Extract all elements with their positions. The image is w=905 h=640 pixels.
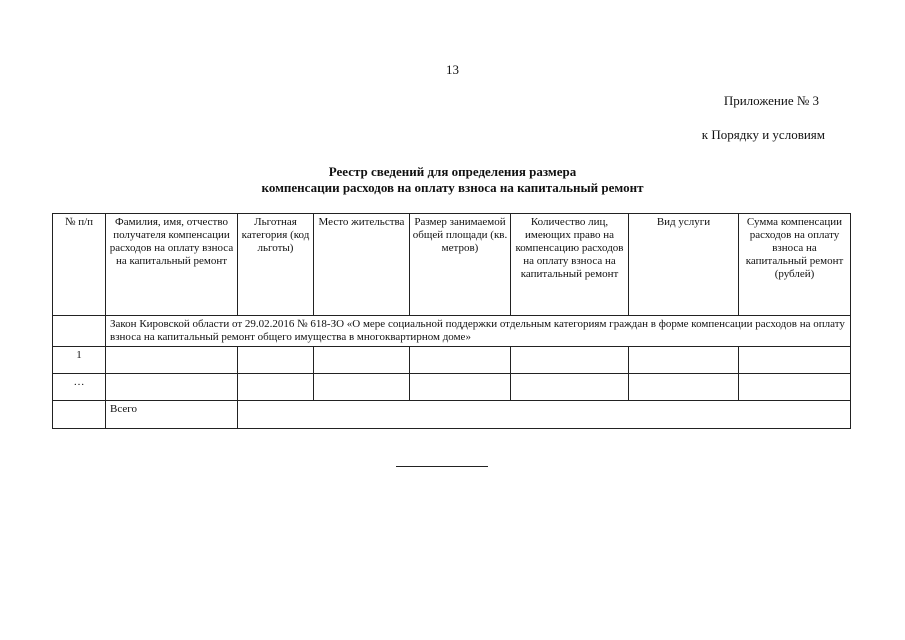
- table-row: [53, 374, 851, 401]
- table-cell: [739, 347, 851, 374]
- table-cell: [410, 374, 511, 401]
- table-cell: [53, 316, 106, 347]
- law-row: [53, 316, 851, 347]
- table-cell: [106, 374, 238, 401]
- header-full-name: Фамилия, имя, отчество получателя компенсации расходов на оплату взноса на капитальный ремонт: [106, 214, 238, 316]
- table-cell: [511, 347, 629, 374]
- registry-table: [52, 213, 851, 429]
- law-reference: Закон Кировской области от 29.02.2016 № 618-ЗО «О мере социальной поддержки отдельным категориям граждан в форме компенсации расходов на оплату взноса на капитальный ремонт общего имущества в многоквартирном доме»: [106, 316, 851, 347]
- table-cell: [314, 347, 410, 374]
- table-cell: [511, 374, 629, 401]
- table-cell: [53, 401, 106, 429]
- header-compensation-amount: Сумма компенсации расходов на оплату взноса на капитальный ремонт (рублей): [739, 214, 851, 316]
- header-residence: Место жительства: [314, 214, 410, 316]
- table-cell: [238, 347, 314, 374]
- table-cell: [314, 374, 410, 401]
- row-number: 1: [53, 347, 106, 374]
- table-row: [53, 347, 851, 374]
- document-title: [0, 164, 905, 196]
- footer-divider: [396, 466, 488, 467]
- page-number: 13: [446, 62, 459, 77]
- table-cell: [106, 347, 238, 374]
- total-row: [53, 401, 851, 429]
- table-cell: [410, 347, 511, 374]
- header-benefit-category: Льготная категория (код льготы): [238, 214, 314, 316]
- table-cell: [629, 374, 739, 401]
- header-number: № п/п: [53, 214, 106, 316]
- table-cell: [238, 374, 314, 401]
- table-header-row: [53, 214, 851, 316]
- header-eligible-persons: Количество лиц, имеющих право на компенсацию расходов на оплату взноса на капитальный ремонт: [511, 214, 629, 316]
- header-floor-area: Размер занимаемой общей площади (кв. метров): [410, 214, 511, 316]
- title-line-1: Реестр сведений для определения размера: [328, 164, 577, 179]
- appendix-reference: к Порядку и условиям: [701, 127, 825, 142]
- title-line-2: компенсации расходов на оплату взноса на капитальный ремонт: [261, 180, 644, 195]
- appendix-label: Приложение № 3: [723, 93, 819, 108]
- total-label: Всего: [106, 401, 238, 429]
- header-service-type: Вид услуги: [629, 214, 739, 316]
- table-cell: [739, 374, 851, 401]
- table-cell: [629, 347, 739, 374]
- total-value-cell: [238, 401, 851, 429]
- row-number: …: [53, 374, 106, 401]
